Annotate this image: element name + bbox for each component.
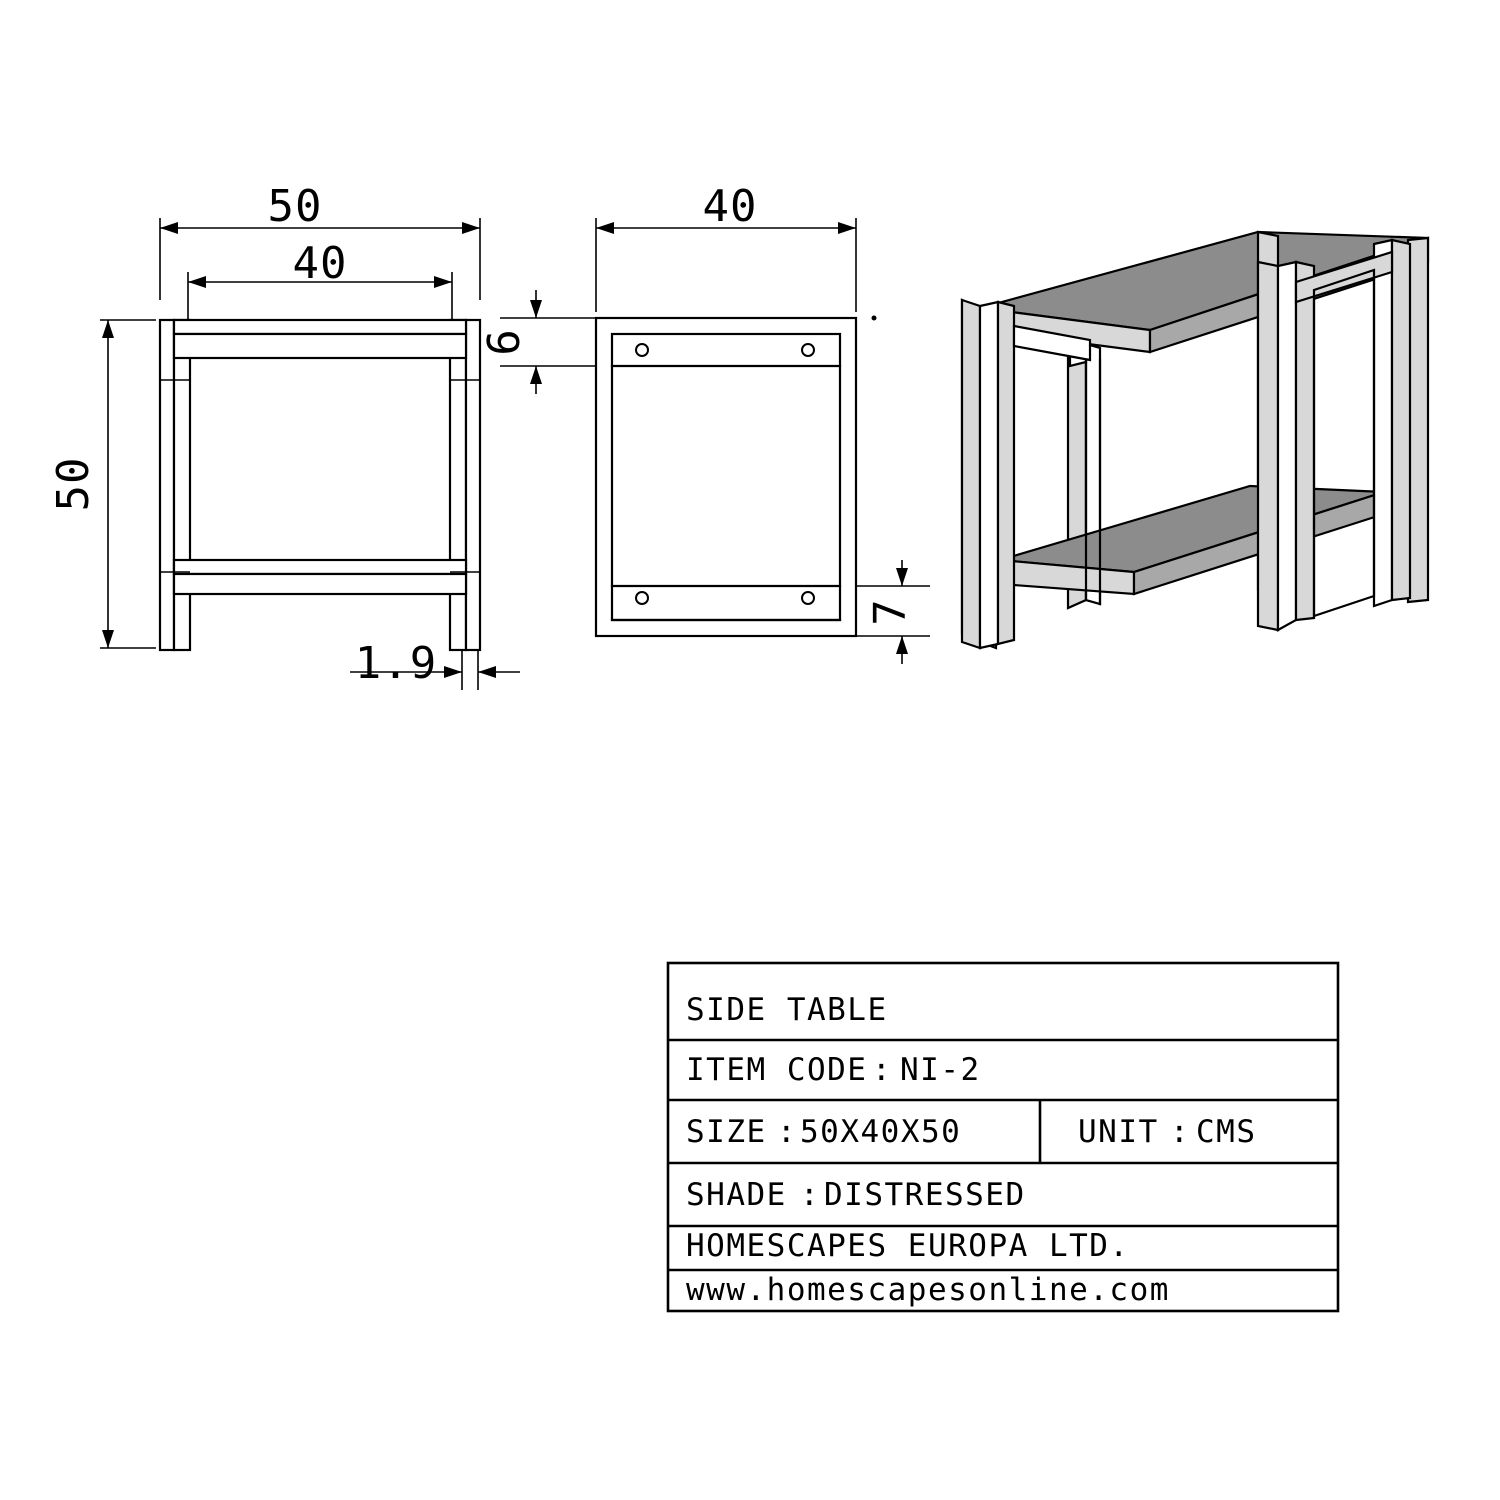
title-website: www.homescapesonline.com [686,1272,1170,1308]
title-shade-label: SHADE [686,1177,787,1213]
title-company: HOMESCAPES EUROPA LTD. [686,1228,1130,1264]
title-size-sep: : [777,1114,798,1150]
dim-front-leg-thickness: 1.9 [354,638,438,689]
title-shade-sep: : [800,1177,821,1213]
title-product-name: SIDE TABLE [686,992,888,1028]
dim-front-top-outer: 50 [267,181,323,232]
side-elevation-group [500,218,930,664]
dim-front-height: 50 [48,456,99,512]
isometric-view-group [962,232,1428,648]
title-unit-value: CMS [1196,1114,1257,1150]
dim-side-top-rail: 6 [479,328,530,356]
title-item-code-value: NI-2 [900,1052,981,1088]
title-size-value: 50X40X50 [800,1114,962,1150]
title-unit-sep: : [1170,1114,1191,1150]
title-block [668,963,1338,1311]
dim-front-top-inner: 40 [292,238,348,289]
dim-side-width: 40 [702,181,758,232]
title-size-label: SIZE [686,1114,767,1150]
title-item-code-label: ITEM CODE [686,1052,868,1088]
title-shade-value: DISTRESSED [824,1177,1026,1213]
title-unit-label: UNIT [1078,1114,1159,1150]
title-item-code-sep: : [872,1052,893,1088]
dim-side-bottom-rail: 7 [865,598,916,626]
